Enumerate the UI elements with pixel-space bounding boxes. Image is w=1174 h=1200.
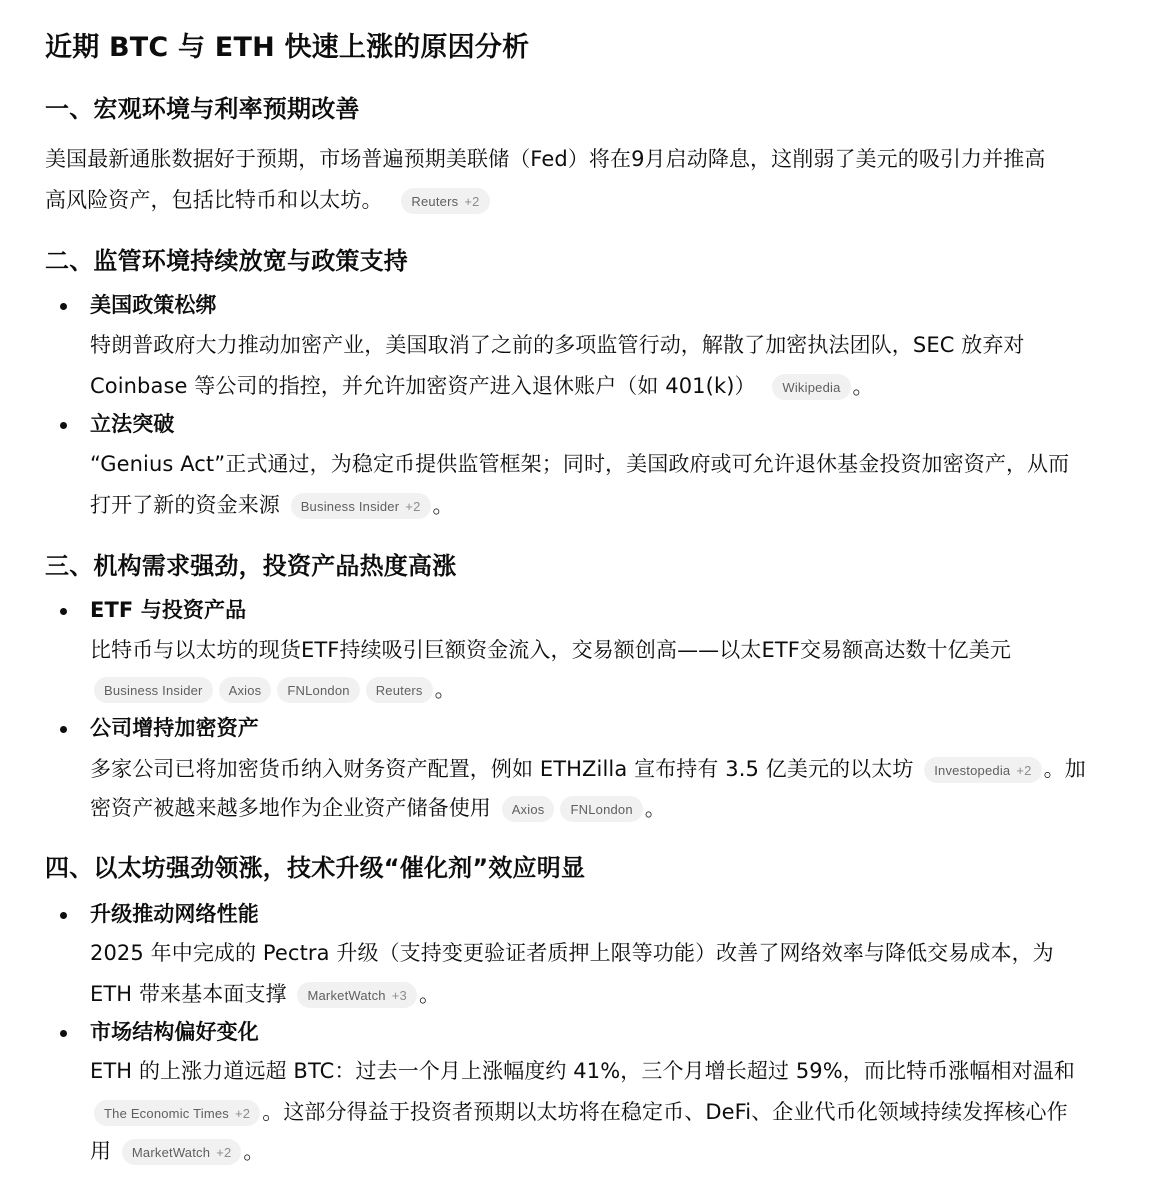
paragraph-text: Coinbase 等公司的指控，并允许加密资产进入退休账户（如 401(k)） bbox=[90, 374, 756, 398]
page-title: 近期 BTC 与 ETH 快速上涨的原因分析 bbox=[45, 32, 530, 63]
citation-chip[interactable] bbox=[297, 982, 417, 1008]
list-item-text bbox=[90, 796, 666, 822]
citation-source: Axios bbox=[228, 682, 262, 698]
bullet-dot bbox=[60, 726, 67, 733]
list-item-text: 2025 年中完成的 Pectra 升级（支持变更验证者质押上限等功能）改善了网络效率与降低交易成本，为 bbox=[90, 941, 1054, 965]
list-item-text bbox=[94, 1100, 1068, 1126]
bullet-dot bbox=[60, 608, 67, 615]
list-item-text bbox=[90, 493, 454, 519]
list-item-text bbox=[90, 982, 440, 1008]
citation-chip[interactable] bbox=[560, 796, 642, 822]
list-item-title: 升级推动网络性能 bbox=[90, 902, 259, 926]
period-mark: 。 bbox=[432, 493, 454, 518]
section-heading-4: 四、以太坊强劲领涨，技术升级“催化剂”效应明显 bbox=[45, 854, 586, 882]
list-item-text: “Genius Act”正式通过，为稳定币提供监管框架；同时，美国政府或可允许退休基金投资加密资产，从而 bbox=[90, 452, 1070, 476]
paragraph-line bbox=[45, 188, 496, 214]
paragraph-text: 。这部分得益于投资者预期以太坊将在稳定币、DeFi、企业代币化领域持续发挥核心作 bbox=[262, 1100, 1068, 1124]
citation-chip[interactable] bbox=[219, 677, 272, 703]
period-mark: 。 bbox=[644, 796, 666, 821]
citation-row bbox=[94, 677, 456, 703]
citation-chip[interactable] bbox=[401, 188, 489, 214]
citation-chip[interactable] bbox=[366, 677, 433, 703]
citation-count: +2 bbox=[216, 1144, 232, 1160]
period-mark: 。 bbox=[243, 1139, 265, 1164]
citation-chip[interactable] bbox=[122, 1139, 242, 1165]
citation-source: Reuters bbox=[411, 193, 459, 209]
list-item-title: 公司增持加密资产 bbox=[90, 716, 259, 740]
citation-chip[interactable] bbox=[924, 757, 1041, 783]
list-item-text: ETH 的上涨力道远超 BTC：过去一个月上涨幅度约 41%，三个月增长超过 59%，而比特币涨幅相对温和 bbox=[90, 1059, 1075, 1083]
list-item-text bbox=[90, 757, 1086, 783]
list-item-text bbox=[90, 374, 874, 400]
citation-source: The Economic Times bbox=[104, 1105, 229, 1121]
citation-count: +2 bbox=[1016, 762, 1032, 778]
citation-source: FNLondon bbox=[570, 801, 633, 817]
citation-chip[interactable] bbox=[277, 677, 359, 703]
section-heading-2: 二、监管环境持续放宽与政策支持 bbox=[45, 247, 408, 275]
citation-source: Wikipedia bbox=[782, 379, 841, 395]
bullet-dot bbox=[60, 912, 67, 919]
paragraph-text: 多家公司已将加密货币纳入财务资产配置，例如 ETHZilla 宣布持有 3.5 亿美元的以太坊 bbox=[90, 757, 914, 781]
bullet-dot bbox=[60, 422, 67, 429]
paragraph-line: 美国最新通胀数据好于预期，市场普遍预期美联储（Fed）将在9月启动降息，这削弱了美元的吸引力并推高 bbox=[45, 147, 1046, 171]
citation-chip[interactable] bbox=[502, 796, 555, 822]
bullet-dot bbox=[60, 1030, 67, 1037]
list-item-title: 立法突破 bbox=[90, 412, 175, 436]
section-heading-3: 三、机构需求强劲，投资产品热度高涨 bbox=[45, 552, 457, 580]
paragraph-text: 密资产被越来越多地作为企业资产储备使用 bbox=[90, 796, 491, 820]
citation-count: +2 bbox=[464, 193, 480, 209]
list-item-text bbox=[90, 1139, 265, 1165]
period-mark: 。 bbox=[434, 677, 456, 702]
citation-source: Business Insider bbox=[300, 498, 400, 514]
citation-count: +3 bbox=[391, 987, 407, 1003]
citation-source: Business Insider bbox=[104, 682, 203, 698]
paragraph-text: 打开了新的资金来源 bbox=[90, 493, 280, 517]
citation-source: Reuters bbox=[375, 682, 423, 698]
paragraph-text: ETH 带来基本面支撑 bbox=[90, 982, 287, 1006]
citation-count: +2 bbox=[234, 1105, 251, 1121]
paragraph-text: 。加 bbox=[1043, 757, 1086, 781]
citation-chip[interactable] bbox=[94, 1100, 260, 1126]
list-item-title: 市场结构偏好变化 bbox=[90, 1020, 259, 1044]
list-item-text: 特朗普政府大力推动加密产业，美国取消了之前的多项监管行动，解散了加密执法团队，SEC 放弃对 bbox=[90, 333, 1025, 357]
citation-source: Investopedia bbox=[934, 762, 1011, 778]
citation-chip[interactable] bbox=[291, 493, 431, 519]
period-mark: 。 bbox=[418, 982, 441, 1007]
list-item-text: 比特币与以太坊的现货ETF持续吸引巨额资金流入，交易额创高——以太ETF交易额高达数十亿美元 bbox=[90, 638, 1011, 662]
citation-source: Axios bbox=[511, 801, 545, 817]
paragraph-text: 高风险资产，包括比特币和以太坊。 bbox=[45, 188, 383, 212]
bullet-dot bbox=[60, 303, 67, 310]
citation-chip[interactable] bbox=[94, 677, 213, 703]
list-item-title: ETF 与投资产品 bbox=[90, 598, 247, 622]
citation-count: +2 bbox=[405, 498, 421, 514]
section-heading-1: 一、宏观环境与利率预期改善 bbox=[45, 95, 360, 123]
citation-source: FNLondon bbox=[287, 682, 350, 698]
citation-source: MarketWatch bbox=[307, 987, 386, 1003]
list-item-title: 美国政策松绑 bbox=[90, 293, 217, 317]
period-mark: 。 bbox=[852, 374, 874, 399]
citation-source: MarketWatch bbox=[131, 1144, 211, 1160]
paragraph-text: 用 bbox=[90, 1139, 112, 1163]
citation-chip[interactable] bbox=[772, 374, 850, 400]
